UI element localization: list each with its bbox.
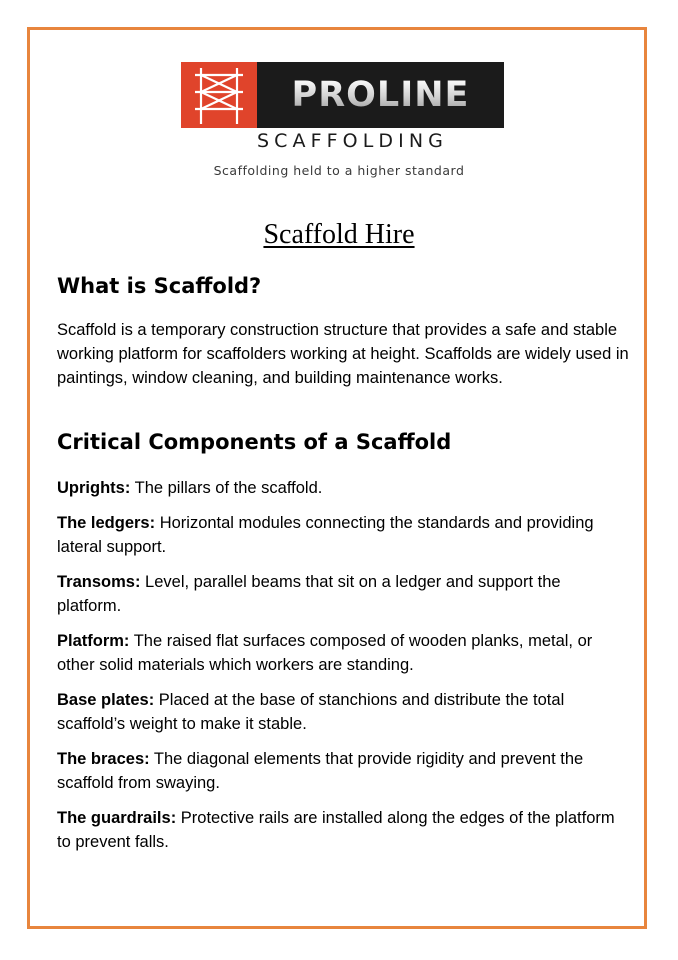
component-description: Protective rails are installed along the edges of the platform to prevent falls. — [57, 808, 615, 851]
list-item — [57, 629, 629, 678]
brand-name: PROLINE — [291, 74, 470, 115]
scaffold-tower-icon — [181, 62, 257, 128]
logo-wordmark-bar — [257, 62, 504, 128]
document-title: Scaffold Hire — [263, 219, 415, 250]
intro-paragraph: Scaffold is a temporary construction structure that provides a safe and stable working platform for scaffolders working at height. Scaffolds are widely used in paintings, window cleaning, and building maintenance works. — [57, 321, 629, 387]
component-term: The guardrails: — [57, 808, 177, 827]
component-term: Transoms: — [57, 572, 141, 591]
component-description: Horizontal modules connecting the standards and providing lateral support. — [57, 513, 594, 556]
component-term: The ledgers: — [57, 513, 156, 532]
list-item — [57, 806, 629, 855]
list-item — [57, 476, 629, 501]
component-description: Placed at the base of stanchions and distribute the total scaffold’s weight to make it stable. — [57, 690, 565, 733]
proline-logo — [181, 62, 504, 128]
component-term: Base plates: — [57, 690, 155, 709]
brand-subtitle: SCAFFOLDING — [257, 130, 448, 152]
component-description: Level, parallel beams that sit on a ledger and support the platform. — [57, 572, 561, 615]
component-description: The diagonal elements that provide rigidity and prevent the scaffold from swaying. — [57, 749, 584, 792]
section-heading-components: Critical Components of a Scaffold — [57, 430, 452, 454]
component-term: Platform: — [57, 631, 130, 650]
list-item — [57, 570, 629, 619]
component-term: The braces: — [57, 749, 150, 768]
list-item — [57, 747, 629, 796]
section-heading-what-is-scaffold: What is Scaffold? — [57, 274, 262, 298]
component-description: The raised flat surfaces composed of wooden planks, metal, or other solid materials which workers are standing. — [57, 631, 593, 674]
brand-tagline: Scaffolding held to a higher standard — [213, 163, 465, 178]
component-term: Uprights: — [57, 479, 131, 497]
component-description: The pillars of the scaffold. — [130, 479, 323, 497]
components-list — [57, 476, 629, 865]
list-item — [57, 511, 629, 560]
list-item — [57, 688, 629, 737]
